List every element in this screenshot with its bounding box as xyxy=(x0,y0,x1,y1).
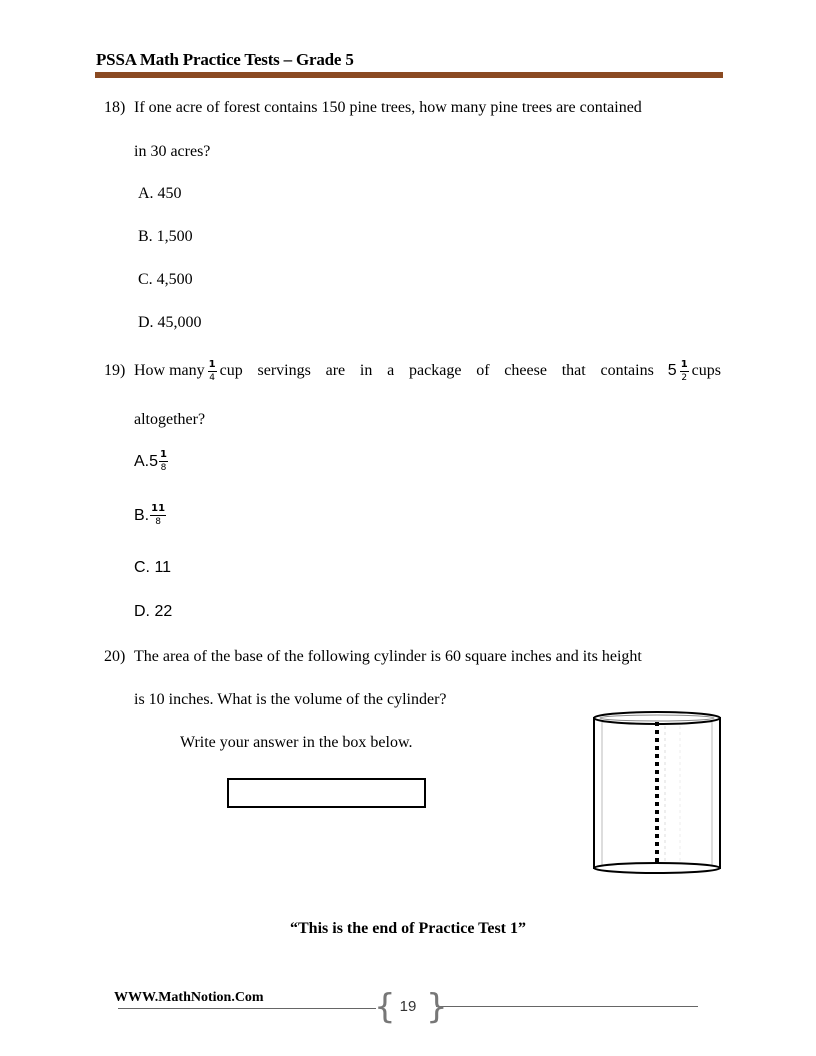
q20-number: 20) xyxy=(104,648,126,665)
page-header-title: PSSA Math Practice Tests – Grade 5 xyxy=(96,50,354,69)
fraction-numerator: 1 xyxy=(208,358,216,370)
q19-option-c[interactable]: C. 11 xyxy=(134,559,172,576)
q19-fraction-quarter xyxy=(208,360,217,383)
option-label: B. xyxy=(134,506,150,524)
q19-text-b: cup servings are in a package of cheese that contains xyxy=(219,362,654,379)
q18-option-c[interactable]: C. 4,500 xyxy=(138,271,193,288)
q20-text-line2: is 10 inches. What is the volume of the cylinder? xyxy=(134,691,447,708)
fraction-denominator: 4 xyxy=(209,372,215,383)
option-fraction xyxy=(159,450,168,473)
q20-text-line1: The area of the base of the following cylinder is 60 square inches and its height xyxy=(134,648,642,665)
q20-instruction: Write your answer in the box below. xyxy=(180,734,413,751)
fraction-numerator: 1 xyxy=(160,449,167,460)
left-brace-icon: { xyxy=(374,987,396,1027)
page-number: 19 xyxy=(399,998,417,1015)
q18-number: 18) xyxy=(104,99,126,116)
q18-option-d[interactable]: D. 45,000 xyxy=(138,314,202,331)
q19-fraction-half xyxy=(680,360,689,383)
footer-website: WWW.MathNotion.Com xyxy=(114,990,264,1005)
q19-option-b[interactable] xyxy=(134,504,169,527)
footer-rule-right xyxy=(436,1006,698,1007)
q19-text-c: cups xyxy=(691,362,721,379)
q18-option-b[interactable]: B. 1,500 xyxy=(138,228,193,245)
option-label: A. xyxy=(134,452,150,470)
fraction-denominator: 8 xyxy=(160,463,167,473)
right-brace-icon: } xyxy=(426,987,448,1027)
q19-number: 19) xyxy=(104,362,126,379)
fraction-denominator: 2 xyxy=(681,372,688,383)
q19-text-line1 xyxy=(134,352,721,390)
option-whole: 5 xyxy=(149,452,159,470)
q19-text-a: How many xyxy=(134,362,205,379)
q18-option-a[interactable]: A. 450 xyxy=(138,185,182,202)
q19-whole: 5 xyxy=(667,362,677,379)
end-of-test-note: “This is the end of Practice Test 1” xyxy=(290,920,526,937)
q18-text-line1: If one acre of forest contains 150 pine trees, how many pine trees are contained xyxy=(134,99,642,116)
option-fraction xyxy=(150,504,166,527)
fraction-numerator: 1 xyxy=(680,358,688,370)
q19-mixed-number xyxy=(668,360,692,383)
q19-text-line2: altogether? xyxy=(134,411,206,428)
q18-text-line2: in 30 acres? xyxy=(134,143,211,160)
header-divider xyxy=(95,72,723,78)
q19-option-d[interactable]: D. 22 xyxy=(134,603,173,620)
fraction-numerator: 11 xyxy=(151,503,166,514)
answer-box[interactable] xyxy=(227,778,426,808)
cylinder-illustration xyxy=(590,708,724,876)
footer-rule-left xyxy=(118,1008,376,1009)
fraction-denominator: 8 xyxy=(155,517,161,527)
q19-option-a[interactable] xyxy=(134,450,171,473)
